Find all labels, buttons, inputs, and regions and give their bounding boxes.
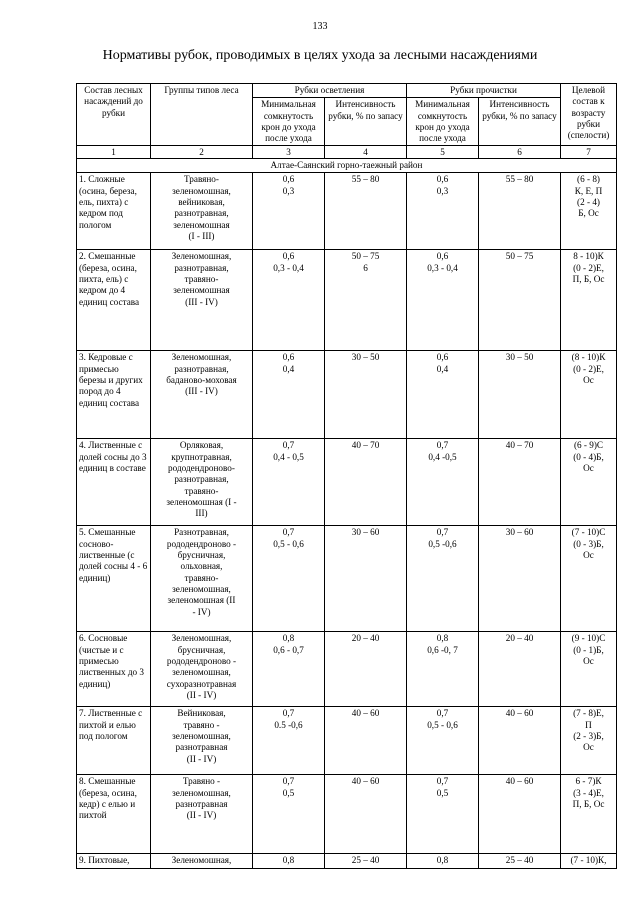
target-composition-cell: (8 - 10)К (0 - 2)Е, Ос [561,351,617,439]
table-row [77,351,617,439]
table-row [77,632,617,707]
header-forest-types: Группы типов леса [151,84,253,146]
forest-types-cell: Зеленомошная, брусничная, рододендроново - зеленомошная, сухоразнотравная (II - IV) [151,632,253,707]
table-row [77,250,617,351]
header-composition: Состав лесных насаждений до рубки [77,84,151,146]
forest-types-cell: Орляковая, крупнотравная, рододендроново- разнотравная, травяно- зеленомошная (I - III) [151,439,253,526]
table-row [77,707,617,775]
thin-min-closure-cell: 0,8 [407,854,479,868]
composition-cell: 8. Смешанные (береза, осина, кедр) с елью и пихтой [77,775,151,854]
forest-types-cell: Травяно - зеленомошная, разнотравная (II - IV) [151,775,253,854]
light-intensity-cell: 20 – 40 [325,632,407,707]
thin-intensity-cell: 55 – 80 [479,173,561,250]
composition-cell: 1. Сложные (осина, береза, ель, пихта) с кедром под пологом [77,173,151,250]
column-number: 3 [253,146,325,159]
column-number: 7 [561,146,617,159]
thin-min-closure-cell: 0,8 0,6 -0, 7 [407,632,479,707]
forest-types-cell: Вейниковая, травяно - зеленомошная, разнотравная (II - IV) [151,707,253,775]
table-row [77,775,617,854]
light-intensity-cell: 30 – 50 [325,351,407,439]
column-number: 1 [77,146,151,159]
header-thin-min-closure: Минимальная сомкнутость крон до ухода после ухода [407,98,479,146]
thin-intensity-cell: 30 – 50 [479,351,561,439]
target-composition-cell: (7 - 10)С (0 - 3)Б, Ос [561,526,617,632]
light-intensity-cell: 50 – 75 6 [325,250,407,351]
thin-intensity-cell: 40 – 60 [479,707,561,775]
target-composition-cell: (6 - 8) К, Е, П (2 - 4) Б, Ос [561,173,617,250]
composition-cell: 9. Пихтовые, [77,854,151,868]
thin-intensity-cell: 40 – 70 [479,439,561,526]
composition-cell: 2. Смешанные (береза, осина, пихта, ель) с кедром до 4 единиц состава [77,250,151,351]
forest-types-cell: Разнотравная, рододендроново - брусничная, ольховная, травяно- зеленомошная, зеленомошная (II - IV) [151,526,253,632]
light-min-closure-cell: 0,8 0,6 - 0,7 [253,632,325,707]
forest-types-cell: Зеленомошная, разнотравная, баданово-моховая (III - IV) [151,351,253,439]
header-thinning: Рубки прочистки [407,84,561,98]
thin-min-closure-cell: 0,7 0,4 -0,5 [407,439,479,526]
thin-min-closure-cell: 0,6 0,3 [407,173,479,250]
column-number: 4 [325,146,407,159]
composition-cell: 7. Лиственные с пихтой и елью под пологом [77,707,151,775]
header-thin-intensity: Интенсивность рубки, % по запасу [479,98,561,146]
target-composition-cell: 6 - 7)К (3 - 4)Е, П, Б, Ос [561,775,617,854]
light-min-closure-cell: 0,6 0,3 - 0,4 [253,250,325,351]
target-composition-cell: (6 - 9)С (0 - 4)Б, Ос [561,439,617,526]
composition-cell: 3. Кедровые с примесью березы и других пород до 4 единиц состава [77,351,151,439]
column-number: 2 [151,146,253,159]
light-intensity-cell: 55 – 80 [325,173,407,250]
table-row [77,439,617,526]
column-number-row [77,146,617,159]
light-min-closure-cell: 0,7 0,4 - 0,5 [253,439,325,526]
table-row [77,173,617,250]
region-row [77,159,617,173]
header-target-composition: Целевой состав к возрасту рубки (спелости) [561,84,617,146]
light-intensity-cell: 25 – 40 [325,854,407,868]
light-min-closure-cell: 0,7 0.5 -0,6 [253,707,325,775]
thin-min-closure-cell: 0,6 0,3 - 0,4 [407,250,479,351]
header-light-intensity: Интенсивность рубки, % по запасу [325,98,407,146]
light-min-closure-cell: 0,7 0,5 - 0,6 [253,526,325,632]
thin-min-closure-cell: 0,7 0,5 [407,775,479,854]
column-number: 6 [479,146,561,159]
composition-cell: 6. Сосновые (чистые и с примесью лиственных до 3 единиц) [77,632,151,707]
composition-cell: 5. Смешанные сосново-лиственные (с долей сосны 4 - 6 единиц) [77,526,151,632]
forest-types-cell: Зеленомошная, разнотравная, травяно- зеленомошная (III - IV) [151,250,253,351]
thin-intensity-cell: 50 – 75 [479,250,561,351]
forest-types-cell: Зеленомошная, [151,854,253,868]
table-row [77,526,617,632]
thin-intensity-cell: 30 – 60 [479,526,561,632]
column-number: 5 [407,146,479,159]
light-intensity-cell: 40 – 60 [325,775,407,854]
composition-cell: 4. Лиственные с долей сосны до 3 единиц в составе [77,439,151,526]
table-row [77,854,617,868]
header-row-top [77,84,617,98]
target-composition-cell: (7 - 8)Е, П (2 - 3)Б, Ос [561,707,617,775]
light-intensity-cell: 40 – 70 [325,439,407,526]
thin-min-closure-cell: 0,7 0,5 - 0,6 [407,707,479,775]
light-min-closure-cell: 0,8 [253,854,325,868]
thin-intensity-cell: 25 – 40 [479,854,561,868]
thin-min-closure-cell: 0,6 0,4 [407,351,479,439]
header-light-cutting: Рубки осветления [253,84,407,98]
light-intensity-cell: 30 – 60 [325,526,407,632]
page-number: 133 [312,21,328,32]
header-light-min-closure: Минимальная сомкнутость крон до ухода после ухода [253,98,325,146]
target-composition-cell: (7 - 10)К, [561,854,617,868]
thin-intensity-cell: 40 – 60 [479,775,561,854]
region-name: Алтае-Саянский горно-таежный район [77,159,617,173]
light-intensity-cell: 40 – 60 [325,707,407,775]
thin-intensity-cell: 20 – 40 [479,632,561,707]
light-min-closure-cell: 0,6 0,3 [253,173,325,250]
target-composition-cell: (9 - 10)С (0 - 1)Б, Ос [561,632,617,707]
target-composition-cell: 8 - 10)К (0 - 2)Е, П, Б, Ос [561,250,617,351]
norms-table [76,83,617,869]
page-title: Нормативы рубок, проводимых в целях ухода за лесными насаждениями [102,48,538,63]
forest-types-cell: Травяно- зеленомошная, вейниковая, разнотравная, зеленомошная (I - III) [151,173,253,250]
light-min-closure-cell: 0,7 0,5 [253,775,325,854]
light-min-closure-cell: 0,6 0,4 [253,351,325,439]
thin-min-closure-cell: 0,7 0,5 -0,6 [407,526,479,632]
